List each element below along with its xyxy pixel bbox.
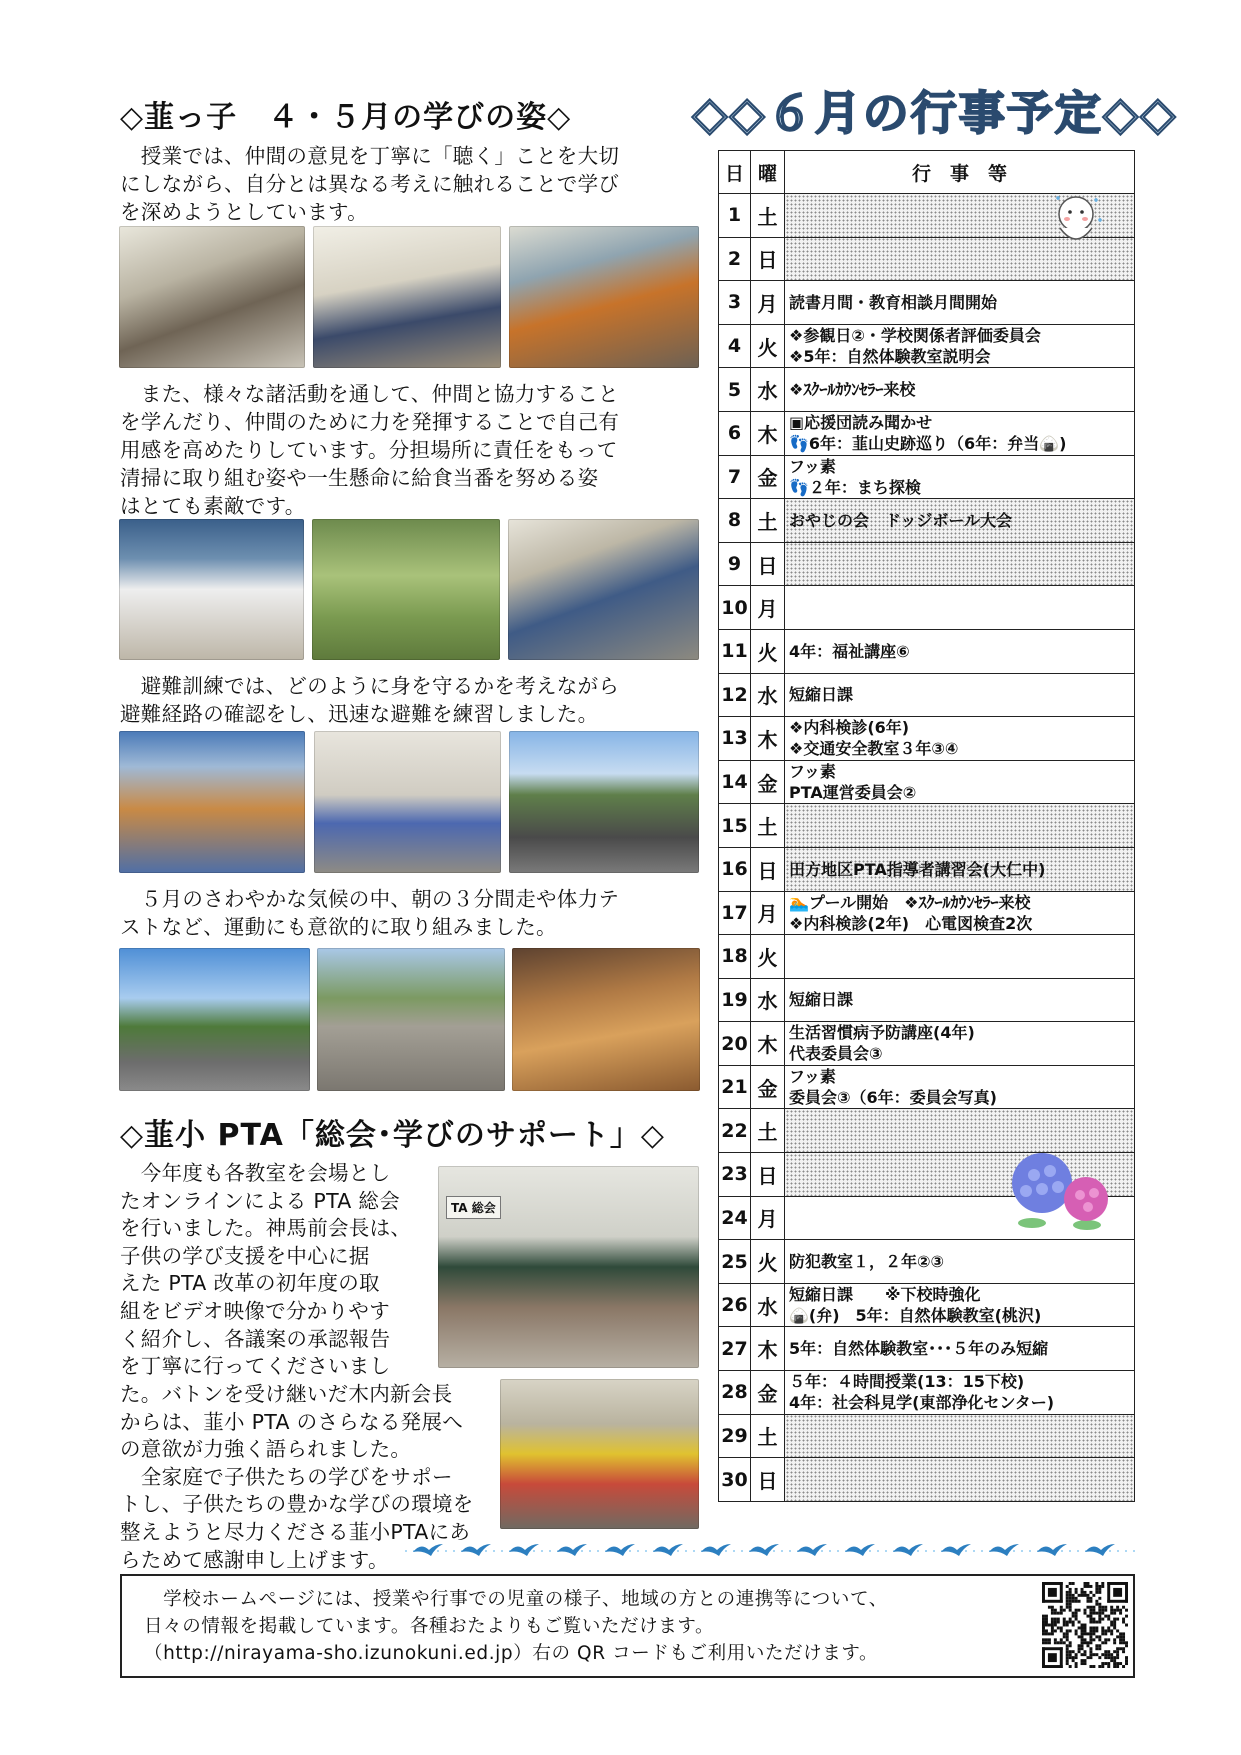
swallow-bird-icon bbox=[941, 1544, 971, 1556]
schedule-day: 20 bbox=[719, 1022, 751, 1066]
schedule-weekday: 水 bbox=[751, 1283, 785, 1327]
schedule-row bbox=[719, 847, 1135, 891]
teru-teru-bozu-icon bbox=[1046, 188, 1106, 258]
schedule-row bbox=[719, 1283, 1135, 1327]
schedule-event: 防犯教室１，２年②③ bbox=[789, 1252, 945, 1272]
schedule-events bbox=[785, 1283, 1135, 1327]
footer-box bbox=[120, 1574, 1135, 1678]
schedule-events bbox=[785, 368, 1135, 412]
swallow-bird-icon bbox=[749, 1544, 779, 1556]
photo-fitness-test bbox=[317, 948, 505, 1091]
text-line: トし、子供たちの豊かな学びの環境を bbox=[120, 1492, 474, 1517]
schedule-event: 短縮日課 bbox=[789, 990, 854, 1010]
photo-classroom-1 bbox=[119, 226, 305, 368]
schedule-events bbox=[785, 455, 1135, 499]
schedule-event: フッ素 bbox=[789, 1066, 836, 1086]
schedule-row bbox=[719, 717, 1135, 761]
section2-body-narrow bbox=[120, 1160, 420, 1381]
schedule-row bbox=[719, 1240, 1135, 1284]
schedule-day: 23 bbox=[719, 1153, 751, 1197]
schedule-row bbox=[719, 1414, 1135, 1458]
photo-drill-line bbox=[314, 731, 501, 873]
schedule-day: 15 bbox=[719, 804, 751, 848]
schedule-day: 10 bbox=[719, 586, 751, 630]
schedule-weekday: 金 bbox=[751, 1371, 785, 1415]
schedule-weekday: 日 bbox=[751, 237, 785, 281]
schedule-title: ◇◇６月の行事予定◇◇ bbox=[692, 86, 1178, 140]
text-line: らためて感謝申し上げます。 bbox=[120, 1547, 389, 1572]
schedule-events bbox=[785, 1327, 1135, 1371]
schedule-event: 読書月間・教育相談月間開始 bbox=[789, 292, 998, 312]
swallow-bird-icon bbox=[557, 1544, 587, 1556]
schedule-row bbox=[719, 1371, 1135, 1415]
section1-title: ◇韮っ子 ４・５月の学びの姿◇ bbox=[120, 100, 572, 135]
text-line: 組をビデオ映像で分かりやす bbox=[120, 1298, 390, 1323]
schedule-weekday: 木 bbox=[751, 1022, 785, 1066]
schedule-day: 9 bbox=[719, 542, 751, 586]
schedule-weekday: 木 bbox=[751, 411, 785, 455]
schedule-weekday: 月 bbox=[751, 586, 785, 630]
photo-outdoor-cleaning bbox=[312, 519, 500, 660]
schedule-weekday: 土 bbox=[751, 1414, 785, 1458]
schedule-event: 短縮日課 ※下校時強化 bbox=[789, 1284, 981, 1304]
text-line: た。バトンを受け継いだ木内新会長 bbox=[120, 1382, 453, 1406]
schedule-events bbox=[785, 281, 1135, 325]
schedule-day: 26 bbox=[719, 1283, 751, 1327]
schedule-events bbox=[785, 586, 1135, 630]
schedule-day: 28 bbox=[719, 1371, 751, 1415]
swallow-bird-icon bbox=[989, 1544, 1019, 1556]
schedule-event: 👣２年：まち探検 bbox=[789, 477, 921, 497]
schedule-weekday: 土 bbox=[751, 499, 785, 543]
schedule-row bbox=[719, 586, 1135, 630]
schedule-row bbox=[719, 281, 1135, 325]
schedule-day: 16 bbox=[719, 847, 751, 891]
header-dow: 曜 bbox=[751, 151, 785, 194]
swallow-bird-icon bbox=[653, 1544, 683, 1556]
text-line: 子供の学び支援を中心に据 bbox=[120, 1243, 370, 1268]
schedule-event: ❖内科検診(6年) bbox=[789, 718, 910, 738]
schedule-weekday: 月 bbox=[751, 281, 785, 325]
swallow-bird-icon bbox=[413, 1544, 443, 1556]
schedule-events bbox=[785, 717, 1135, 761]
schedule-events bbox=[785, 804, 1135, 848]
schedule-weekday: 金 bbox=[751, 760, 785, 804]
schedule-event: ❖5年：自然体験教室説明会 bbox=[789, 346, 991, 366]
schedule-event: ▣応援団読み聞かせ bbox=[789, 412, 933, 432]
schedule-weekday: 土 bbox=[751, 194, 785, 238]
footer-line: 日々の情報を掲載しています。各種おたよりもご覧いただけます。 bbox=[144, 1616, 715, 1637]
schedule-event: おやじの会 ドッジボール大会 bbox=[789, 510, 1013, 530]
schedule-event: 4年：福祉講座⑥ bbox=[789, 641, 910, 661]
swallow-bird-icon bbox=[509, 1544, 539, 1556]
photo-gym-sprint bbox=[512, 948, 700, 1091]
schedule-row bbox=[719, 673, 1135, 717]
photo-pta-support bbox=[500, 1379, 699, 1529]
schedule-day: 5 bbox=[719, 368, 751, 412]
schedule-weekday: 日 bbox=[751, 1153, 785, 1197]
schedule-event: フッ素 bbox=[789, 456, 836, 476]
schedule-row bbox=[719, 499, 1135, 543]
schedule-weekday: 火 bbox=[751, 629, 785, 673]
schedule-weekday: 月 bbox=[751, 1196, 785, 1240]
schedule-events bbox=[785, 760, 1135, 804]
text-line: また、様々な諸活動を通して、仲間と協力すること bbox=[120, 382, 619, 406]
footer-line: 学校ホームページには、授業や行事での児童の様子、地域の方との連携等について、 bbox=[144, 1589, 888, 1610]
schedule-row bbox=[719, 368, 1135, 412]
schedule-event: 田方地区PTA指導者講習会(大仁中) bbox=[789, 859, 1046, 879]
text-line: 用感を高めたりしています。分担場所に責任をもって bbox=[120, 438, 618, 462]
text-line: からは、韮小 PTA のさらなる発展へ bbox=[120, 1409, 464, 1434]
schedule-weekday: 日 bbox=[751, 1458, 785, 1502]
text-line: 避難経路の確認をし、迅速な避難を練習しました。 bbox=[120, 702, 599, 726]
schedule-events bbox=[785, 629, 1135, 673]
swallow-bird-icon bbox=[605, 1544, 635, 1556]
schedule-event: 代表委員会③ bbox=[789, 1044, 883, 1064]
photo-drill-field bbox=[509, 731, 699, 873]
text-line: ストなど、運動にも意欲的に取り組みました。 bbox=[120, 915, 557, 939]
schedule-event: 委員会③（6年：委員会写真) bbox=[789, 1087, 997, 1107]
schedule-weekday: 水 bbox=[751, 673, 785, 717]
schedule-day: 17 bbox=[719, 891, 751, 935]
schedule-events bbox=[785, 411, 1135, 455]
schedule-day: 19 bbox=[719, 978, 751, 1022]
schedule-day: 2 bbox=[719, 237, 751, 281]
schedule-event: 🏊プール開始 ❖ｽｸｰﾙｶｳﾝｾﾗｰ来校 bbox=[789, 892, 1031, 912]
schedule-weekday: 火 bbox=[751, 324, 785, 368]
swallow-bird-icon bbox=[701, 1544, 731, 1556]
schedule-weekday: 日 bbox=[751, 542, 785, 586]
schedule-weekday: 土 bbox=[751, 1109, 785, 1153]
text-line: 避難訓練では、どのように身を守るかを考えながら bbox=[120, 674, 620, 698]
section1-para4 bbox=[120, 885, 690, 941]
schedule-weekday: 金 bbox=[751, 1065, 785, 1109]
schedule-events bbox=[785, 1458, 1135, 1502]
schedule-event: フッ素 bbox=[789, 761, 836, 781]
schedule-event: ❖参観日②・学校関係者評価委員会 bbox=[789, 325, 1041, 345]
hydrangea-icon bbox=[1002, 1143, 1117, 1233]
schedule-weekday: 火 bbox=[751, 1240, 785, 1284]
qr-code-icon[interactable] bbox=[1042, 1582, 1128, 1668]
schedule-row bbox=[719, 1327, 1135, 1371]
schedule-weekday: 木 bbox=[751, 1327, 785, 1371]
schedule-event: ❖内科検診(2年) 心電図検査2次 bbox=[789, 913, 1033, 933]
swallow-bird-icon bbox=[893, 1544, 923, 1556]
swallow-bird-icon bbox=[845, 1544, 875, 1556]
schedule-day: 13 bbox=[719, 717, 751, 761]
schedule-row bbox=[719, 978, 1135, 1022]
schedule-row bbox=[719, 935, 1135, 979]
schedule-row bbox=[719, 1065, 1135, 1109]
schedule-row bbox=[719, 804, 1135, 848]
text-line: の意欲が力強く語られました。 bbox=[120, 1437, 412, 1462]
swallow-bird-icon bbox=[1037, 1544, 1067, 1556]
schedule-event: ❖交通安全教室３年③④ bbox=[789, 739, 959, 759]
schedule-day: 22 bbox=[719, 1109, 751, 1153]
header-events: 行 事 等 bbox=[785, 151, 1135, 194]
schedule-events bbox=[785, 1371, 1135, 1415]
photo-drill-classroom bbox=[119, 731, 305, 873]
schedule-event: ❖ｽｸｰﾙｶｳﾝｾﾗｰ来校 bbox=[789, 380, 916, 400]
schedule-day: 14 bbox=[719, 760, 751, 804]
schedule-event: 🍙(弁) 5年：自然体験教室(桃沢) bbox=[789, 1305, 1042, 1325]
swallow-bird-icon bbox=[1085, 1544, 1115, 1556]
section1-para3 bbox=[120, 672, 690, 728]
schedule-event: 短縮日課 bbox=[789, 685, 854, 705]
assembly-sign: TA 総会 bbox=[446, 1196, 501, 1219]
footer-line: （http://nirayama-sho.izunokuni.ed.jp）右の QR コードもご利用いただけます。 bbox=[144, 1643, 879, 1664]
schedule-day: 25 bbox=[719, 1240, 751, 1284]
schedule-event: 👣6年：韮山史跡巡り（6年：弁当🍙) bbox=[789, 433, 1067, 453]
schedule-event: 生活習慣病予防講座(4年) bbox=[789, 1023, 975, 1043]
swallow-bird-icon bbox=[797, 1544, 827, 1556]
schedule-day: 8 bbox=[719, 499, 751, 543]
schedule-events bbox=[785, 673, 1135, 717]
text-line: を深めようとしています。 bbox=[120, 200, 368, 224]
swallow-border bbox=[405, 1538, 1135, 1564]
footer-text bbox=[144, 1586, 1014, 1667]
schedule-day: 27 bbox=[719, 1327, 751, 1371]
schedule-row bbox=[719, 1022, 1135, 1066]
schedule-row bbox=[719, 760, 1135, 804]
schedule-row bbox=[719, 455, 1135, 499]
schedule-events bbox=[785, 978, 1135, 1022]
schedule-day: 30 bbox=[719, 1458, 751, 1502]
schedule-row bbox=[719, 542, 1135, 586]
schedule-day: 18 bbox=[719, 935, 751, 979]
text-line: 清掃に取り組む姿や一生懸命に給食当番を努める姿 bbox=[120, 466, 599, 490]
schedule-event: 5年：自然体験教室･･･５年のみ短縮 bbox=[789, 1339, 1049, 1359]
schedule-events bbox=[785, 1022, 1135, 1066]
photo-classroom-2 bbox=[313, 226, 501, 368]
schedule-events bbox=[785, 935, 1135, 979]
schedule-events bbox=[785, 1414, 1135, 1458]
section1-para1 bbox=[120, 142, 690, 226]
schedule-row bbox=[719, 629, 1135, 673]
schedule-day: 24 bbox=[719, 1196, 751, 1240]
text-line: えた PTA 改革の初年度の取 bbox=[120, 1271, 380, 1296]
swallow-bird-icon bbox=[461, 1544, 491, 1556]
text-line: ５月のさわやかな気候の中、朝の３分間走や体力テ bbox=[120, 887, 620, 911]
schedule-row bbox=[719, 324, 1135, 368]
photo-running bbox=[119, 948, 310, 1091]
schedule-day: 4 bbox=[719, 324, 751, 368]
schedule-day: 1 bbox=[719, 194, 751, 238]
text-line: を学んだり、仲間のために力を発揮することで自己有 bbox=[120, 410, 620, 434]
schedule-day: 11 bbox=[719, 629, 751, 673]
text-line: 今年度も各教室を会場とし bbox=[120, 1161, 391, 1185]
schedule-events bbox=[785, 499, 1135, 543]
text-line: たオンラインによる PTA 総会 bbox=[120, 1188, 401, 1213]
schedule-weekday: 金 bbox=[751, 455, 785, 499]
schedule-event: PTA運営委員会② bbox=[789, 782, 917, 802]
schedule-events bbox=[785, 542, 1135, 586]
header-day: 日 bbox=[719, 151, 751, 194]
schedule-day: 21 bbox=[719, 1065, 751, 1109]
photo-classroom-3 bbox=[509, 226, 699, 368]
photo-sink-cleaning bbox=[508, 519, 699, 660]
text-line: を丁寧に行ってくださいまし bbox=[120, 1354, 391, 1379]
schedule-events bbox=[785, 1065, 1135, 1109]
schedule-row bbox=[719, 1458, 1135, 1502]
schedule-weekday: 月 bbox=[751, 891, 785, 935]
schedule-table bbox=[718, 150, 1135, 1502]
schedule-events bbox=[785, 324, 1135, 368]
section2-title: ◇韮小 PTA「総会･学びのサポート」◇ bbox=[120, 1118, 665, 1153]
schedule-day: 29 bbox=[719, 1414, 751, 1458]
section1-para2 bbox=[120, 380, 690, 520]
schedule-day: 12 bbox=[719, 673, 751, 717]
photo-pta-assembly bbox=[438, 1166, 699, 1368]
text-line: を行いました。神馬前会長は、 bbox=[120, 1216, 412, 1241]
schedule-events bbox=[785, 1240, 1135, 1284]
schedule-day: 3 bbox=[719, 281, 751, 325]
schedule-event: ５年：４時間授業(13：15下校) bbox=[789, 1372, 1025, 1392]
schedule-day: 7 bbox=[719, 455, 751, 499]
text-line: 授業では、仲間の意見を丁寧に「聴く」ことを大切 bbox=[120, 144, 620, 168]
text-line: 整えようと尽力くださる韮小PTAにあ bbox=[120, 1519, 471, 1544]
text-line: にしながら、自分とは異なる考えに触れることで学び bbox=[120, 172, 620, 196]
text-line: く紹介し、各議案の承認報告 bbox=[120, 1326, 391, 1351]
schedule-event: 4年：社会科見学(東部浄化センター) bbox=[789, 1393, 1055, 1413]
schedule-row bbox=[719, 411, 1135, 455]
schedule-events bbox=[785, 891, 1135, 935]
text-line: はとても素敵です。 bbox=[120, 494, 306, 518]
photo-lunch-duty bbox=[119, 519, 304, 660]
schedule-weekday: 日 bbox=[751, 847, 785, 891]
schedule-weekday: 土 bbox=[751, 804, 785, 848]
schedule-day: 6 bbox=[719, 411, 751, 455]
schedule-events bbox=[785, 847, 1135, 891]
schedule-weekday: 水 bbox=[751, 368, 785, 412]
text-line: 全家庭で子供たちの学びをサポー bbox=[120, 1464, 453, 1489]
schedule-weekday: 木 bbox=[751, 717, 785, 761]
schedule-weekday: 水 bbox=[751, 978, 785, 1022]
schedule-weekday: 火 bbox=[751, 935, 785, 979]
schedule-row bbox=[719, 891, 1135, 935]
